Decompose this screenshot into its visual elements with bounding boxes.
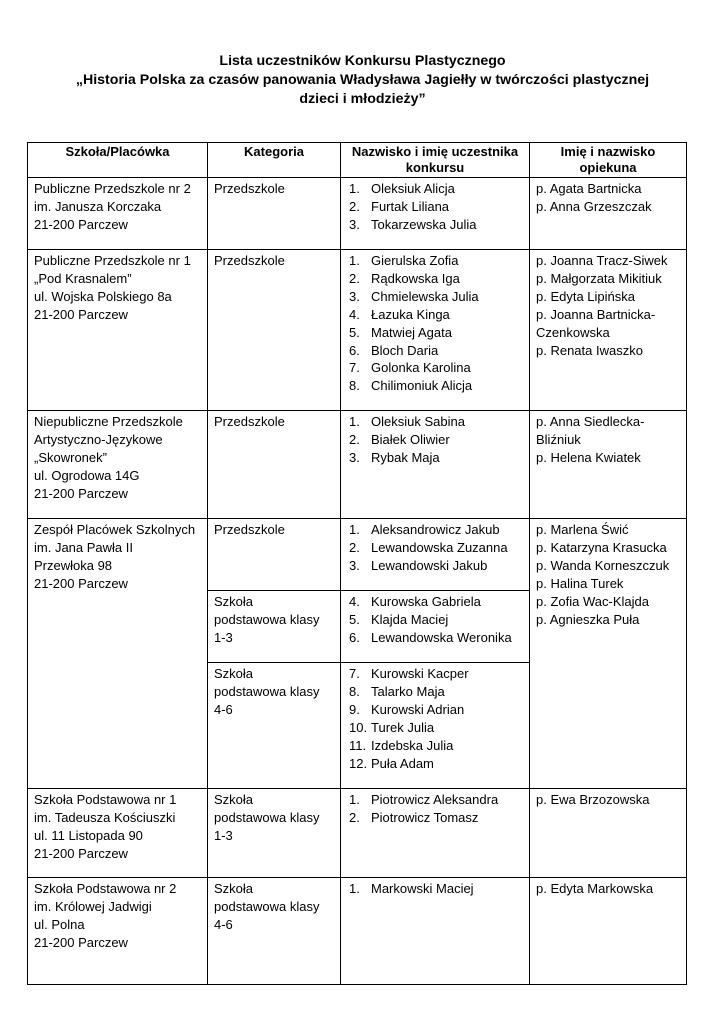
participant-item bbox=[349, 611, 523, 629]
table-row bbox=[28, 250, 687, 411]
participant-number: 1. bbox=[349, 181, 360, 196]
table-row bbox=[28, 878, 687, 985]
participant-number: 5. bbox=[349, 611, 360, 627]
participant-number: 2. bbox=[349, 270, 360, 286]
participant-item bbox=[349, 791, 523, 809]
category-cell-line: Szkoła bbox=[214, 792, 254, 807]
guardians-cell-line: p. Małgorzata Mikitiuk bbox=[536, 270, 662, 286]
school-cell-line: 21-200 Parczew bbox=[34, 216, 128, 232]
participant-number: 8. bbox=[349, 683, 360, 699]
participants-cell bbox=[341, 178, 530, 250]
participant-item bbox=[349, 593, 523, 611]
school-cell-line: ul. Wojska Polskiego 8a bbox=[34, 288, 172, 304]
school-cell bbox=[28, 519, 208, 789]
school-cell-line: Artystyczno-Językowe bbox=[34, 431, 163, 447]
participant-item bbox=[349, 665, 523, 683]
participant-name: Turek Julia bbox=[371, 719, 435, 735]
participant-item bbox=[349, 359, 523, 377]
participant-item bbox=[349, 737, 523, 755]
participant-name: Lewandowska Zuzanna bbox=[371, 539, 508, 555]
participant-number: 4. bbox=[349, 594, 360, 609]
table-row bbox=[28, 519, 687, 591]
participant-name: Oleksiuk Sabina bbox=[371, 414, 465, 429]
participant-name: Białek Oliwier bbox=[371, 431, 450, 447]
table-row bbox=[28, 789, 687, 878]
header-participants: Nazwisko i imię uczestnika konkursu bbox=[341, 143, 530, 178]
participant-name: Bloch Daria bbox=[371, 342, 439, 358]
participants-cell bbox=[341, 663, 530, 789]
participant-item bbox=[349, 377, 523, 395]
category-cell-line: Szkoła bbox=[214, 594, 254, 609]
participant-item bbox=[349, 719, 523, 737]
school-cell-line: ul. 11 Listopada 90 bbox=[34, 827, 143, 843]
guardians-cell-line: p. Wanda Korneszczuk bbox=[536, 557, 670, 573]
title-line-3: dzieci i młodzieży” bbox=[299, 91, 426, 107]
category-cell bbox=[208, 178, 341, 250]
participant-number: 4. bbox=[349, 306, 360, 322]
participant-item bbox=[349, 557, 523, 575]
guardians-cell-line: p. Halina Turek bbox=[536, 575, 624, 591]
table-row bbox=[28, 178, 687, 250]
guardians-cell-line: p. Agata Bartnicka bbox=[536, 181, 642, 196]
participant-item bbox=[349, 324, 523, 342]
school-cell-line: 21-200 Parczew bbox=[34, 485, 128, 501]
participants-cell bbox=[341, 789, 530, 878]
participant-number: 2. bbox=[349, 809, 360, 825]
category-cell-line: Szkoła bbox=[214, 666, 254, 681]
school-cell-line: im. Jana Pawła II bbox=[34, 539, 133, 555]
category-cell bbox=[208, 878, 341, 985]
participant-name: Lewandowska Weronika bbox=[371, 629, 512, 645]
school-cell-line: Zespół Placówek Szkolnych bbox=[34, 522, 196, 537]
school-cell-line: ul. Polna bbox=[34, 916, 85, 932]
header-category: Kategoria bbox=[208, 143, 341, 178]
school-cell-line: im. Janusza Korczaka bbox=[34, 198, 162, 214]
table-header-row bbox=[28, 143, 687, 178]
guardians-cell bbox=[530, 250, 687, 411]
school-cell bbox=[28, 878, 208, 985]
guardians-cell-line: p. Edyta Lipińska bbox=[536, 288, 636, 304]
participant-number: 1. bbox=[349, 792, 360, 807]
school-cell bbox=[28, 411, 208, 519]
title-line-1: Lista uczestników Konkursu Plastycznego bbox=[219, 53, 506, 69]
guardians-cell-line: p. Joanna Bartnicka- bbox=[536, 306, 656, 322]
participant-item bbox=[349, 431, 523, 449]
category-cell-line: podstawowa klasy bbox=[214, 809, 320, 825]
participant-name: Furtak Liliana bbox=[371, 198, 450, 214]
school-cell-line: Niepubliczne Przedszkole bbox=[34, 414, 183, 429]
participant-item bbox=[349, 629, 523, 647]
participant-number: 3. bbox=[349, 216, 360, 232]
participant-name: Rądkowska Iga bbox=[371, 270, 460, 286]
participant-number: 3. bbox=[349, 288, 360, 304]
participant-name: Piotrowicz Aleksandra bbox=[371, 792, 499, 807]
guardians-cell-line: p. Renata Iwaszko bbox=[536, 342, 643, 358]
category-cell-line: Przedszkole bbox=[214, 414, 285, 429]
participant-name: Kurowski Adrian bbox=[371, 701, 465, 717]
participant-number: 6. bbox=[349, 629, 360, 645]
participants-cell bbox=[341, 250, 530, 411]
participant-name: Chmielewska Julia bbox=[371, 288, 479, 304]
guardians-cell bbox=[530, 519, 687, 789]
participant-number: 3. bbox=[349, 449, 360, 465]
participant-number: 11. bbox=[349, 737, 367, 753]
participants-cell bbox=[341, 411, 530, 519]
participant-name: Talarko Maja bbox=[371, 683, 445, 699]
category-cell-line: 4-6 bbox=[214, 916, 233, 932]
participant-item bbox=[349, 270, 523, 288]
category-cell bbox=[208, 663, 341, 789]
category-cell-line: 1-3 bbox=[214, 629, 233, 645]
document-title bbox=[40, 52, 685, 109]
guardians-cell-line: Czenkowska bbox=[536, 324, 610, 340]
participant-name: Aleksandrowicz Jakub bbox=[371, 522, 500, 537]
participant-name: Puła Adam bbox=[371, 755, 434, 771]
category-cell-line: Przedszkole bbox=[214, 253, 285, 268]
participant-number: 1. bbox=[349, 522, 360, 537]
participant-number: 8. bbox=[349, 378, 360, 394]
participant-name: Oleksiuk Alicja bbox=[371, 181, 455, 196]
participant-name: Golonka Karolina bbox=[371, 360, 471, 376]
school-cell-line: 21-200 Parczew bbox=[34, 306, 128, 322]
school-cell bbox=[28, 789, 208, 878]
category-cell-line: 1-3 bbox=[214, 827, 233, 843]
participant-number: 2. bbox=[349, 431, 360, 447]
participant-name: Rybak Maja bbox=[371, 449, 440, 465]
participant-name: Gierulska Zofia bbox=[371, 253, 459, 268]
participant-number: 1. bbox=[349, 881, 360, 896]
participant-item bbox=[349, 521, 523, 539]
category-cell-line: Przedszkole bbox=[214, 522, 285, 537]
school-cell-line: Szkoła Podstawowa nr 1 bbox=[34, 792, 177, 807]
participant-item bbox=[349, 809, 523, 827]
title-line-2: „Historia Polska za czasów panowania Władysława Jagiełły w twórczości plastycznej bbox=[75, 72, 650, 88]
participant-item bbox=[349, 180, 523, 198]
school-cell bbox=[28, 178, 208, 250]
participant-number: 5. bbox=[349, 324, 360, 340]
guardians-cell-line: p. Katarzyna Krasucka bbox=[536, 539, 667, 555]
participants-cell bbox=[341, 519, 530, 591]
participant-name: Łazuka Kinga bbox=[371, 306, 450, 322]
category-cell bbox=[208, 519, 341, 591]
guardians-cell bbox=[530, 178, 687, 250]
category-cell-line: Przedszkole bbox=[214, 181, 285, 196]
school-cell-line: Przewłoka 98 bbox=[34, 557, 113, 573]
participant-name: Piotrowicz Tomasz bbox=[371, 809, 479, 825]
participant-number: 12. bbox=[349, 755, 368, 771]
guardians-cell bbox=[530, 411, 687, 519]
category-cell bbox=[208, 411, 341, 519]
participant-number: 1. bbox=[349, 414, 360, 429]
school-cell-line: 21-200 Parczew bbox=[34, 934, 128, 950]
category-cell-line: podstawowa klasy bbox=[214, 683, 320, 699]
guardians-cell-line: Bliźniuk bbox=[536, 431, 581, 447]
guardians-cell bbox=[530, 789, 687, 878]
guardians-cell-line: p. Agnieszka Puła bbox=[536, 611, 640, 627]
participant-number: 10. bbox=[349, 719, 368, 735]
guardians-cell bbox=[530, 878, 687, 985]
participant-number: 3. bbox=[349, 557, 360, 573]
guardians-cell-line: p. Marlena Świć bbox=[536, 522, 629, 537]
guardians-cell-line: p. Joanna Tracz-Siwek bbox=[536, 253, 668, 268]
participant-name: Klajda Maciej bbox=[371, 611, 449, 627]
category-cell-line: podstawowa klasy bbox=[214, 611, 320, 627]
participant-number: 1. bbox=[349, 253, 360, 268]
guardians-cell-line: p. Helena Kwiatek bbox=[536, 449, 641, 465]
guardians-cell-line: p. Anna Grzeszczak bbox=[536, 198, 652, 214]
participants-cell bbox=[341, 591, 530, 663]
category-cell-line: podstawowa klasy bbox=[214, 898, 320, 914]
participant-item bbox=[349, 342, 523, 360]
category-cell bbox=[208, 789, 341, 878]
table-body bbox=[28, 178, 687, 985]
header-guardians: Imię i nazwisko opiekuna bbox=[530, 143, 687, 178]
participant-name: Tokarzewska Julia bbox=[371, 216, 477, 232]
participant-name: Izdebska Julia bbox=[371, 737, 454, 753]
participant-item bbox=[349, 880, 523, 898]
header-school: Szkoła/Placówka bbox=[28, 143, 208, 178]
school-cell-line: Publiczne Przedszkole nr 2 bbox=[34, 181, 191, 196]
participant-item bbox=[349, 252, 523, 270]
participant-item bbox=[349, 413, 523, 431]
category-cell bbox=[208, 250, 341, 411]
school-cell-line: Szkoła Podstawowa nr 2 bbox=[34, 881, 177, 896]
participant-item bbox=[349, 216, 523, 234]
guardians-cell-line: p. Anna Siedlecka- bbox=[536, 414, 645, 429]
participant-item bbox=[349, 683, 523, 701]
participant-name: Chilimoniuk Alicja bbox=[371, 378, 473, 394]
participant-item bbox=[349, 449, 523, 467]
school-cell-line: 21-200 Parczew bbox=[34, 845, 128, 861]
participant-number: 7. bbox=[349, 360, 360, 376]
participant-number: 6. bbox=[349, 342, 360, 358]
table-row bbox=[28, 411, 687, 519]
school-cell-line: Publiczne Przedszkole nr 1 bbox=[34, 253, 191, 268]
participants-table bbox=[27, 142, 687, 985]
school-cell-line: ul. Ogrodowa 14G bbox=[34, 467, 140, 483]
participant-name: Kurowska Gabriela bbox=[371, 594, 481, 609]
school-cell-line: 21-200 Parczew bbox=[34, 575, 128, 591]
participant-item bbox=[349, 306, 523, 324]
school-cell-line: im. Tadeusza Kościuszki bbox=[34, 809, 176, 825]
participant-number: 9. bbox=[349, 701, 360, 717]
participant-item bbox=[349, 288, 523, 306]
category-cell bbox=[208, 591, 341, 663]
participant-item bbox=[349, 701, 523, 719]
guardians-cell-line: p. Edyta Markowska bbox=[536, 881, 654, 896]
school-cell bbox=[28, 250, 208, 411]
participant-number: 7. bbox=[349, 666, 360, 681]
school-cell-line: im. Królowej Jadwigi bbox=[34, 898, 152, 914]
participant-name: Matwiej Agata bbox=[371, 324, 452, 340]
participant-name: Kurowski Kacper bbox=[371, 666, 469, 681]
participant-number: 2. bbox=[349, 539, 360, 555]
category-cell-line: 4-6 bbox=[214, 701, 233, 717]
participant-item bbox=[349, 755, 523, 773]
category-cell-line: Szkoła bbox=[214, 881, 254, 896]
school-cell-line: „Skowronek” bbox=[34, 449, 107, 465]
participant-item bbox=[349, 198, 523, 216]
school-cell-line: „Pod Krasnalem” bbox=[34, 270, 132, 286]
participant-number: 2. bbox=[349, 198, 360, 214]
participant-name: Markowski Maciej bbox=[371, 881, 474, 896]
guardians-cell-line: p. Zofia Wac-Klajda bbox=[536, 593, 649, 609]
guardians-cell-line: p. Ewa Brzozowska bbox=[536, 792, 650, 807]
participant-item bbox=[349, 539, 523, 557]
participants-cell bbox=[341, 878, 530, 985]
participant-name: Lewandowski Jakub bbox=[371, 557, 488, 573]
